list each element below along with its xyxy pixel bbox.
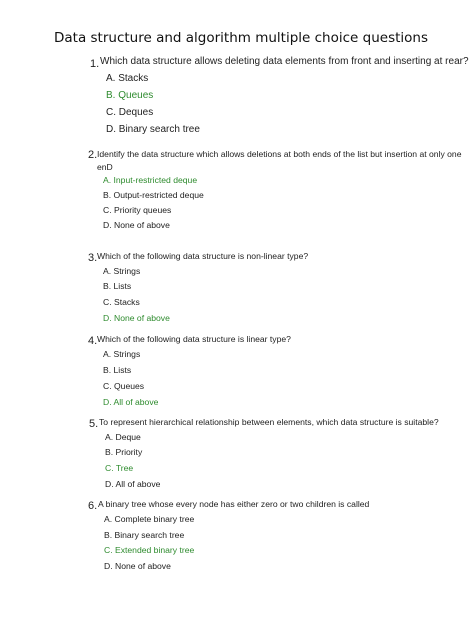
option-c: C. Priority queues: [103, 205, 172, 215]
option-a: A. Strings: [103, 266, 141, 276]
option-b: B. Priority: [105, 447, 143, 457]
question-text: Identify the data structure which allows deletions at both ends of the list but insertion at only one: [97, 149, 462, 159]
question-text-continued: enD: [97, 162, 113, 172]
question-text: A binary tree whose every node has either zero or two children is called: [98, 499, 370, 509]
option-c-correct: C. Extended binary tree: [104, 545, 195, 555]
option-d: D. None of above: [103, 220, 170, 230]
option-b-correct: B. Queues: [106, 90, 154, 101]
question-number: 3.: [88, 252, 98, 264]
option-a-correct: A. Input-restricted deque: [103, 175, 198, 185]
option-b: B. Lists: [103, 365, 132, 375]
option-b: B. Binary search tree: [104, 530, 185, 540]
option-a: A. Deque: [105, 432, 141, 442]
option-c-correct: C. Tree: [105, 463, 134, 473]
option-d-correct: D. None of above: [103, 313, 170, 323]
option-d: D. Binary search tree: [106, 124, 200, 135]
page-title: Data structure and algorithm multiple choice questions: [54, 30, 428, 46]
question-text: To represent hierarchical relationship between elements, which data structure is suitable?: [99, 417, 439, 427]
question-text: Which of the following data structure is non-linear type?: [97, 251, 309, 261]
question-number: 1.: [90, 58, 100, 70]
option-d: D. None of above: [104, 561, 171, 571]
option-d-correct: D. All of above: [103, 397, 159, 407]
question-number: 4.: [88, 335, 98, 347]
question-text: Which of the following data structure is linear type?: [97, 334, 291, 344]
option-a: A. Complete binary tree: [104, 514, 195, 524]
option-c: C. Queues: [103, 381, 145, 391]
option-b: B. Output-restricted deque: [103, 190, 204, 200]
question-number: 2.: [88, 149, 98, 161]
option-c: C. Stacks: [103, 297, 140, 307]
option-a: A. Stacks: [106, 73, 149, 84]
option-d: D. All of above: [105, 479, 161, 489]
question-number: 6.: [88, 500, 98, 512]
question-text: Which data structure allows deleting data elements from front and inserting at rear?: [100, 56, 469, 67]
option-b: B. Lists: [103, 281, 132, 291]
option-a: A. Strings: [103, 349, 141, 359]
option-c: C. Deques: [106, 107, 154, 118]
question-number: 5.: [89, 418, 99, 430]
